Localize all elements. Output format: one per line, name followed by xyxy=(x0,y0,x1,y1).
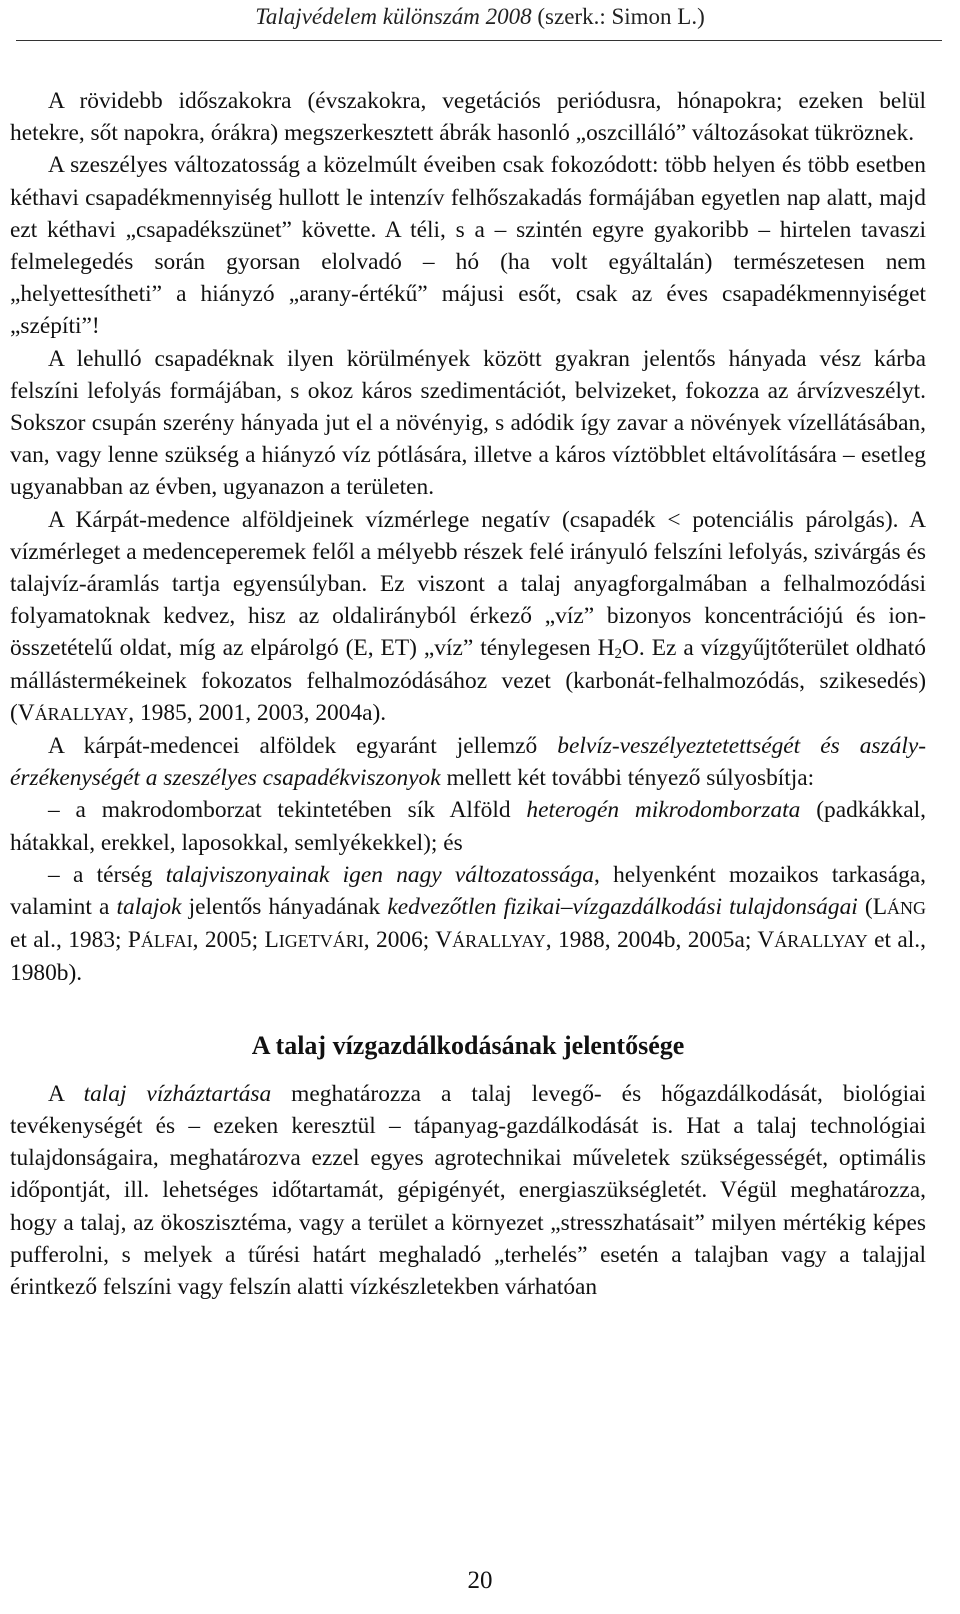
paragraph-6: A talaj vízháztartása meghatározza a talaj levegő- és hőgazdálkodását, biológiai tevékenységét és – ezeken keresztül – tápanyag-gazdálkodását is. Hat a talaj technológiai tulajdonságaira, meghatározva ezzel egyes agrotechnikai műveletek szükségességét, optimális időpontját, ill. lehetséges időtartamát, gépigényét, energiaszükségletét. Végül meghatározza, hogy a talaj, az ökoszisztéma, vagy a terület a környezet „stresszhatásait” milyen mértékig képes pufferolni, s melyek a tűrési határt meghaladó „terhelés” esetén a talajban vagy a talajjal érintkező felszíni vagy felszín alatti vízkészletekben várhatóan xyxy=(10,1080,926,1300)
list-item-1: – a makrodomborzat tekintetében sík Alföld heterogén mikrodomborzata (padkákkal, hátakkal, erekkel, laposokkal, semlyékekkel); és xyxy=(10,797,927,856)
paragraph-3: A lehulló csapadéknak ilyen körülmények között gyakran jelentős hányada vész kárba felszíni lefolyás formájában, s okoz káros szedimentációt, belvizeket, fokozza az árvízveszélyt. Sokszor csupán szerény hányada jut el a növényig, s adódik így zavar a növények vízellátásában, van, vagy lenne szükség a hiányzó víz pótlására, illetve a káros víztöbblet eltávolítására – esetleg ugyanabban az évben, ugyanazon a területen. xyxy=(10,345,926,501)
body-text xyxy=(10,85,926,1303)
paragraph-4: A Kárpát-medence alföldjeinek vízmérlege negatív (csapadék < potenciális párolgás). A vízmérleget a medenceperemek felől a mélyebb részek felé irányuló felszíni lefolyás, szivárgás és talajvíz-áramlás tartja egyensúlyban. Ez viszont a talaj anyagforgalmában a felhalmozódási folyamatoknak kedvez, hisz az oldalirányból érkező „víz” bizonyos koncentrációjú és ion-összetételű oldat, míg az elpárolgó (E, ET) „víz” ténylegesen $H_2O$. Ez a vízgyűjtőterület oldható mállástermékeinek fokozatos felhalmozódásához vezet (karbonát-felhalmozódás, szikesedés) (VÁRALLYAY, 1985, 2001, 2003, 2004a). xyxy=(10,506,927,726)
page-number: 20 xyxy=(467,1567,493,1594)
header-rule xyxy=(16,40,942,41)
section-heading: A talaj vízgazdálkodásának jelentősége xyxy=(251,1030,685,1060)
journal-title: Talajvédelem különszám 2008 xyxy=(255,4,532,29)
paragraph-1: A rövidebb időszakokra (évszakokra, vegetációs periódusra, hónapokra; ezeken belül hetekre, sőt napokra, órákra) megszerkesztett ábrák hasonló „oszcilláló” változásokat tükröznek. xyxy=(10,88,926,147)
list-item-2: – a térség talajviszonyainak igen nagy változatossága, helyenként mozaikos tarkasága, valamint a talajok jelentős hányadának kedvezőtlen fizikai–vízgazdálkodási tulajdonságai (LÁNG et al., 1983; PÁLFAI, 2005; LIGETVÁRI, 2006; VÁRALLYAY, 1988, 2004b, 2005a; VÁRALLYAY et al., 1980b). xyxy=(10,861,927,987)
editor-note: (szerk.: Simon L.) xyxy=(537,4,705,29)
paragraph-2: A szeszélyes változatosság a közelmúlt éveiben csak fokozódott: több helyen és több esetben kéthavi csapadékmennyiség hullott le intenzív felhőszakadás formájában egyetlen nap alatt, majd ezt kéthavi „csapadékszünet” követte. A téli, s a – szintén egyre gyakoribb – hirtelen tavaszi felmelegedés során gyorsan elolvadó – hó (ha volt egyáltalán) természetesen nem „helyettesítheti” a hiányzó „arany-értékű” májusi esőt, csak az éves csapadékmennyiséget „szépíti”! xyxy=(10,152,926,340)
running-header xyxy=(0,2,960,32)
paragraph-5: A kárpát-medencei alföldek egyaránt jellemző belvíz-veszélyeztetettségét és aszály-érzékenységét a szeszélyes csapadékviszonyok mellett két további tényező súlyosbítja: xyxy=(10,733,926,792)
